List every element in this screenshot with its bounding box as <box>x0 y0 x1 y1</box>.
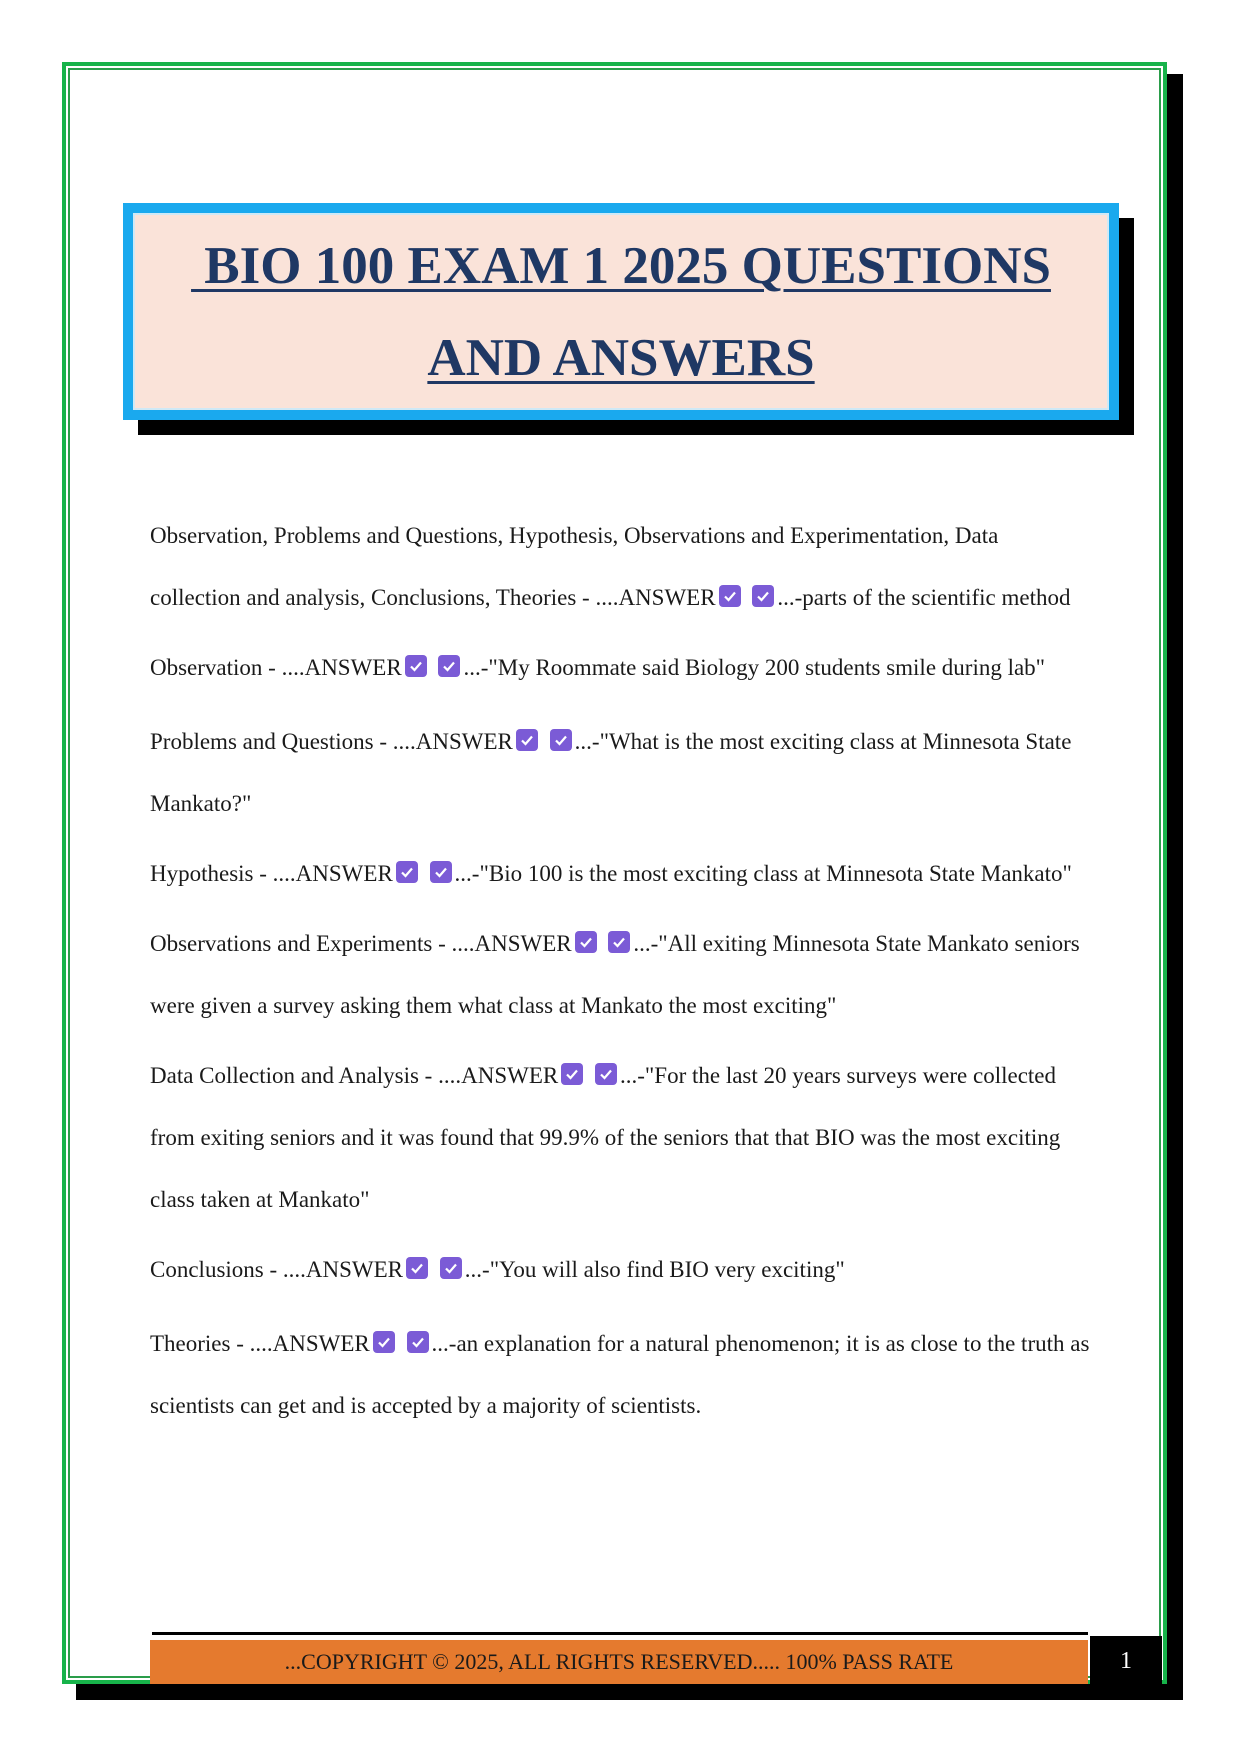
qa-answer: "My Roommate said Biology 200 students smile during lab" <box>488 655 1046 680</box>
answer-suffix: ...- <box>431 1331 457 1356</box>
qa-answer: parts of the scientific method <box>802 585 1071 610</box>
qa-term: Conclusions - <box>150 1257 283 1282</box>
answer-marker: ....ANSWER <box>249 1331 370 1356</box>
check-box-icon <box>406 1257 428 1279</box>
check-box-icon <box>407 1331 429 1353</box>
title-banner <box>123 203 1119 420</box>
qa-item <box>150 1045 1090 1231</box>
check-box-icon <box>561 1063 583 1085</box>
copyright-footer <box>150 1640 1088 1684</box>
qa-term: Observation - <box>150 655 282 680</box>
check-box-icon <box>719 585 741 607</box>
answer-marker: ....ANSWER <box>595 585 716 610</box>
page-number-text: 1 <box>1120 1647 1132 1674</box>
qa-item <box>150 1313 1090 1437</box>
qa-term: Theories - <box>150 1331 250 1356</box>
qa-term: Observations and Experiments - <box>150 931 452 956</box>
qa-item <box>150 1239 1090 1301</box>
footer-rule <box>152 1632 1088 1635</box>
check-box-icon <box>396 861 418 883</box>
answer-suffix: ...- <box>777 585 803 610</box>
answer-marker: ....ANSWER <box>392 729 513 754</box>
check-box-icon <box>550 729 572 751</box>
title-inner <box>133 213 1109 410</box>
answer-marker: ....ANSWER <box>272 861 393 886</box>
qa-answer: "You will also find BIO very exciting" <box>489 1257 845 1282</box>
check-box-icon <box>373 1331 395 1353</box>
check-box-icon <box>516 729 538 751</box>
qa-answer: "What is the most exciting class at Minnesota State Mankato?" <box>150 729 1072 816</box>
qa-answer: an explanation for a natural phenomenon; it is as close to the truth as scientists can get and is accepted by a majority of scientists. <box>150 1331 1090 1418</box>
check-box-icon <box>575 931 597 953</box>
qa-item <box>150 637 1090 699</box>
answer-suffix: ...- <box>454 861 480 886</box>
answer-suffix: ...- <box>633 931 659 956</box>
check-box-icon <box>430 861 452 883</box>
qa-term: Data Collection and Analysis - <box>150 1063 439 1088</box>
qa-item <box>150 505 1090 629</box>
answer-suffix: ...- <box>574 729 600 754</box>
qa-term: Problems and Questions - <box>150 729 393 754</box>
answer-marker: ....ANSWER <box>282 1257 404 1282</box>
check-box-icon <box>440 1257 462 1279</box>
qa-item <box>150 843 1090 905</box>
qa-answer: "All exiting Minnesota State Mankato seniors were given a survey asking them what class at Mankato the most exciting" <box>150 931 1080 1018</box>
page-number <box>1090 1636 1162 1686</box>
page-title-line-2: AND ANSWERS <box>427 328 815 387</box>
answer-marker: ....ANSWER <box>451 931 572 956</box>
qa-answer: "For the last 20 years surveys were collected from exiting seniors and it was found that 99.9% of the seniors that that BIO was the most exciting class taken at Mankato" <box>150 1063 1061 1212</box>
answer-suffix: ...- <box>619 1063 645 1088</box>
check-box-icon <box>595 1063 617 1085</box>
answer-marker: ....ANSWER <box>281 655 402 680</box>
qa-term: Hypothesis - <box>150 861 273 886</box>
answer-suffix: ...- <box>463 655 489 680</box>
check-box-icon <box>405 655 427 677</box>
qa-list <box>150 505 1090 1437</box>
qa-answer: "Bio 100 is the most exciting class at Minnesota State Mankato" <box>479 861 1072 886</box>
answer-suffix: ...- <box>464 1257 490 1282</box>
check-box-icon <box>752 585 774 607</box>
qa-item <box>150 913 1090 1037</box>
qa-item <box>150 711 1090 835</box>
copyright-text: ...COPYRIGHT © 2025, ALL RIGHTS RESERVED..... 100% PASS RATE <box>284 1649 954 1674</box>
qa-term: Observation, Problems and Questions, Hypothesis, Observations and Experimentation, Data collection and analysis, Conclusions, Theories - <box>150 523 999 610</box>
check-box-icon <box>438 655 460 677</box>
check-box-icon <box>608 931 630 953</box>
answer-marker: ....ANSWER <box>438 1063 559 1088</box>
page-title-line-1: BIO 100 EXAM 1 2025 QUESTIONS <box>191 236 1051 295</box>
